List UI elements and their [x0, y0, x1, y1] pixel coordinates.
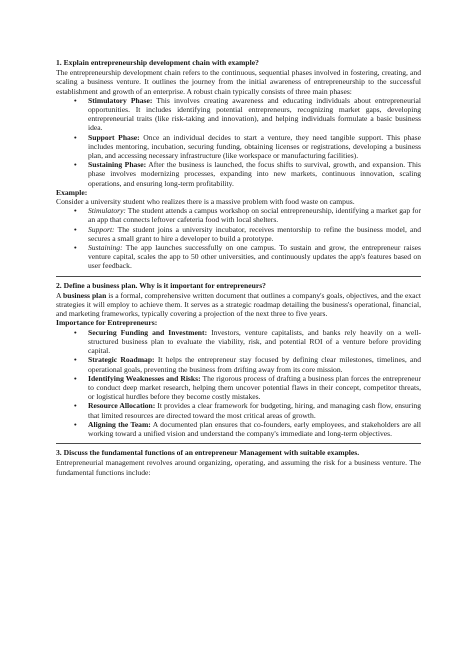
intro-term: business plan	[63, 290, 107, 300]
list-item-text: Once an individual decides to start a venture, they need tangible support. This phase includes mentoring, incubation, securing funding, obtaining licenses or registrations, developing a business plan, and accessing necessary infrastructure (like workspace or manufacturing facilities).	[88, 132, 421, 161]
section-divider	[56, 443, 421, 444]
list-item-text: The app launches successfully on one campus. To sustain and grow, the entrepreneur raises venture capital, scales the app to 50 other universities, and continuously updates the app's features based on user feedback.	[88, 243, 421, 271]
list-item-text: This involves creating awareness and educating individuals about entrepreneurial opportunities. It includes identifying potential entrepreneurs, recognizing market gaps, developing entrepreneurial traits (like risk-taking and innovation), and helping individuals formulate a basic business idea.	[88, 95, 421, 133]
bullet-icon: •	[74, 355, 77, 365]
section-2	[56, 281, 421, 438]
importance-list	[56, 328, 421, 438]
bullet-icon: •	[74, 401, 77, 411]
list-item-text: The rigorous process of drafting a business plan forces the entrepreneur to conduct deep market research, helping them uncover potential flaws in their concept, competitor threats, or logistical hurdles before they become costly mistakes.	[88, 373, 422, 402]
list-item	[74, 243, 421, 271]
section-1-heading: 1. Explain entrepreneurship development chain with example?	[56, 58, 259, 67]
section-3-intro: Entrepreneurial management revolves around organizing, operating, and assuming the risk for a business venture. The fundamental functions include:	[56, 458, 421, 477]
list-item-text: It helps the entrepreneur stay focused by defining clear milestones, timelines, and operational goals, preventing the business from drifting away from its core mission.	[88, 355, 422, 374]
list-item-term: Aligning the Team:	[88, 419, 151, 429]
list-item-term: Strategic Roadmap:	[88, 355, 155, 365]
section-1-intro: The entrepreneurship development chain refers to the continuous, sequential phases involved in fostering, creating, and scaling a business venture. It outlines the journey from the initial awareness of entrepreneurship to the successful establishment and growth of an enterprise. A robust chain typically consists of three main phases:	[56, 68, 421, 96]
list-item-term: Sustaining:	[88, 243, 123, 253]
bullet-icon: •	[74, 373, 77, 383]
section-3	[56, 448, 421, 477]
section-2-heading: 2. Define a business plan. Why is it important for entrepreneurs?	[56, 280, 266, 290]
bullet-icon: •	[74, 243, 77, 253]
list-item-text: The student attends a campus workshop on social entrepreneurship, identifying a market gap for an app that connects leftover cafeteria food with local shelters.	[88, 206, 421, 225]
list-item-term: Securing Funding and Investment:	[88, 327, 208, 337]
list-item	[74, 419, 421, 438]
list-item-term: Sustaining Phase:	[88, 160, 147, 170]
list-item-text: The student joins a university incubator, receives mentorship to refine the business model, and secures a small grant to hire a developer to build a prototype.	[88, 224, 421, 243]
phase-list	[56, 96, 421, 188]
intro-prefix: A	[56, 290, 63, 300]
example-intro: Consider a university student who realizes there is a massive problem with food waste on campus.	[56, 197, 355, 207]
bullet-icon: •	[74, 327, 77, 337]
bullet-icon: •	[74, 224, 77, 234]
intro-text: is a formal, comprehensive written document that outlines a company's goals, objectives, and the exact strategies it will employ to achieve them. It serves as a strategic roadmap detailing the business's operational, financial, and marketing frameworks, typically covering a projection of the next three to five years.	[56, 290, 421, 319]
section-2-intro	[56, 291, 421, 319]
list-item-text: Investors, venture capitalists, and banks rely heavily on a well-structured business plan to evaluate the viability, risk, and potential ROI of a venture before providing capital.	[88, 327, 421, 356]
section-divider	[56, 276, 421, 277]
list-item-term: Support Phase:	[88, 132, 140, 142]
bullet-icon: •	[74, 206, 77, 216]
bullet-icon: •	[74, 95, 77, 105]
list-item-term: Stimulatory Phase:	[88, 95, 153, 105]
example-list	[56, 206, 421, 270]
list-item	[74, 401, 421, 420]
list-item	[74, 373, 422, 402]
list-item-term: Stimulatory:	[88, 206, 126, 216]
example-label: Example:	[56, 187, 88, 197]
list-item	[74, 132, 421, 161]
list-item-text: It provides a clear framework for budgeting, hiring, and managing cash flow, ensuring that limited resources are directed toward the most critical areas of growth.	[88, 401, 421, 420]
list-item	[74, 160, 421, 188]
list-item	[74, 206, 421, 225]
list-item	[74, 355, 422, 374]
list-item	[74, 95, 421, 133]
list-item	[74, 327, 421, 356]
bullet-icon: •	[74, 132, 77, 142]
list-item-term: Resource Allocation:	[88, 401, 156, 411]
bullet-icon: •	[74, 419, 77, 429]
section-3-heading: 3. Discuss the fundamental functions of an entrepreneur Management with suitable examples.	[56, 448, 360, 458]
list-item-term: Support:	[88, 224, 115, 234]
list-item-term: Identifying Weaknesses and Risks:	[88, 373, 201, 383]
list-item	[74, 224, 421, 243]
list-item-text: A documented plan ensures that co-founders, early employees, and stakeholders are all working toward a unified vision and understand the company's immediate and long-term objectives.	[88, 419, 421, 438]
section-1	[56, 58, 421, 271]
bullet-icon: •	[74, 160, 77, 170]
importance-label: Importance for Entrepreneurs:	[56, 318, 158, 328]
list-item-text: After the business is launched, the focus shifts to survival, growth, and expansion. This phase involves modernizing processes, expanding into new markets, continuous innovation, scaling operations, and ensuring long-term profitability.	[88, 160, 421, 188]
